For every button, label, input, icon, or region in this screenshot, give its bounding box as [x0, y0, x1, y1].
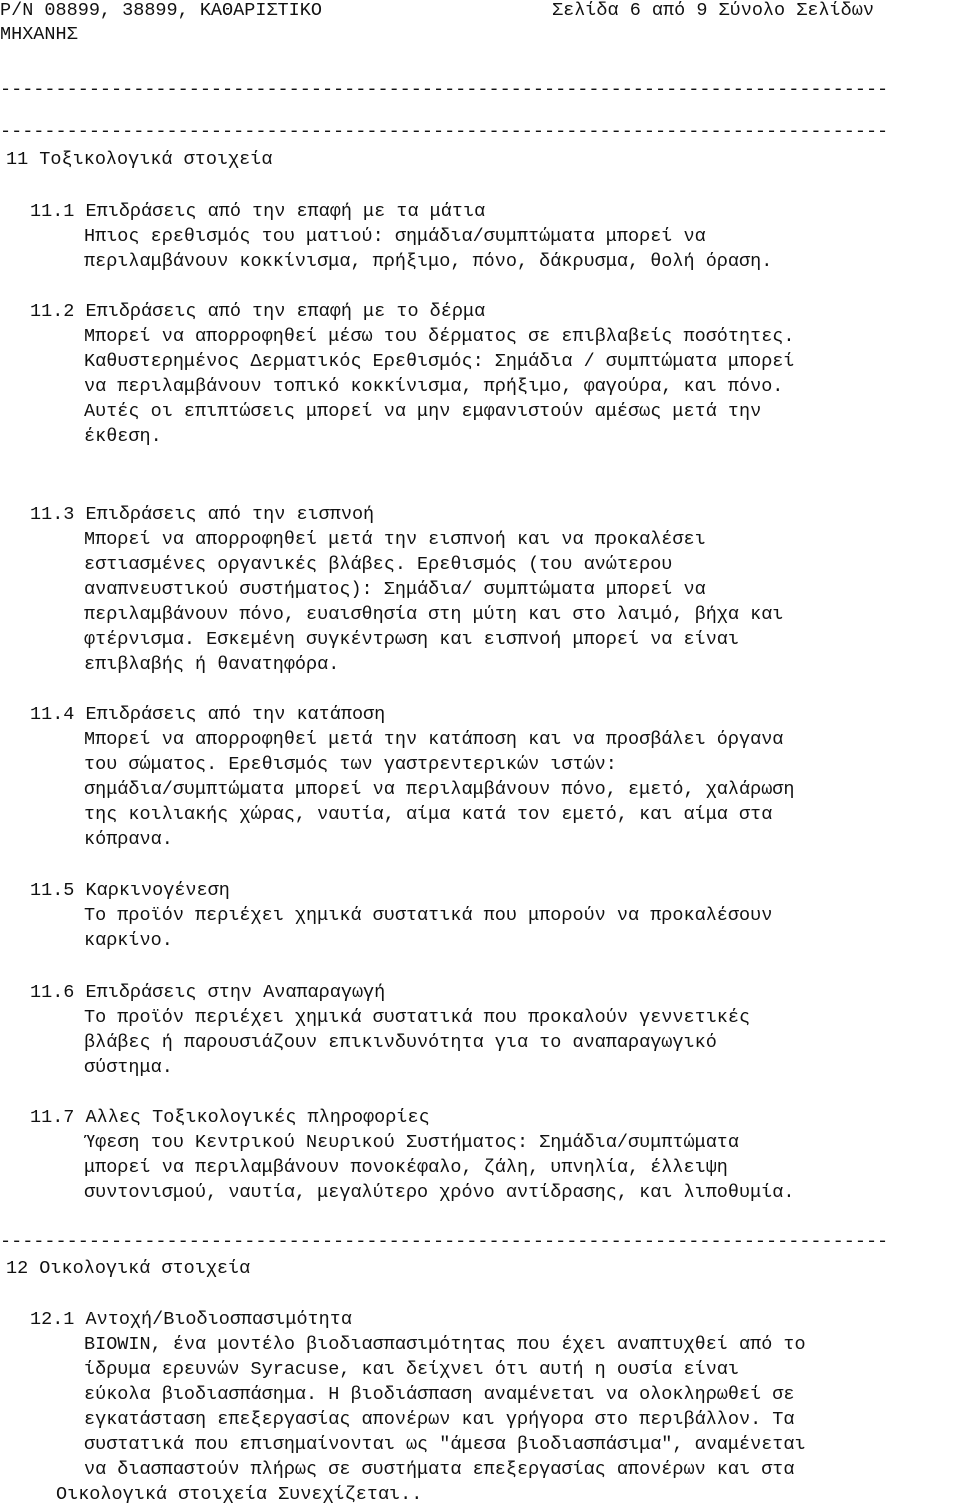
- section-11-3-line: φτέρνισμα. Εσκεμένη συγκέντρωση και εισπνοή μπορεί να είναι: [84, 629, 740, 650]
- section-11-5-line: Το προϊόν περιέχει χημικά συστατικά που μπορούν να προκαλέσουν: [84, 905, 773, 926]
- section-11-1-line: Ηπιος ερεθισμός του ματιού: σημάδια/συμπτώματα μπορεί να: [84, 226, 706, 247]
- section-12-1-line: να διασπαστούν πλήρως σε συστήματα επεξεργασίας απονέρων και στα: [84, 1459, 795, 1480]
- section-rule: --------------------------------------------------------------------------------: [0, 1232, 889, 1252]
- section-11-6-line: βλάβες ή παρουσιάζουν επικινδυνότητα για το αναπαραγωγικό: [84, 1032, 717, 1053]
- section-11-title: 11 Τοξικολογικά στοιχεία: [6, 149, 273, 170]
- section-11-7-line: συντονισμού, ναυτία, μεγαλύτερο χρόνο αντίδρασης, και λιποθυμία.: [84, 1182, 795, 1203]
- document-id-continued: ΜΗΧΑΝΗΣ: [0, 24, 78, 45]
- section-12-1-line: ίδρυμα ερευνών Syracuse, και δείχνει ότι αυτή η ουσία είναι: [84, 1359, 740, 1380]
- header-rule-1: --------------------------------------------------------------------------------: [0, 80, 889, 100]
- section-11-3-heading: 11.3 Επιδράσεις από την εισπνοή: [30, 504, 375, 525]
- section-11-3-line: αναπνευστικού συστήματος): Σημάδια/ συμπτώματα μπορεί να: [84, 579, 706, 600]
- section-11-4-heading: 11.4 Επιδράσεις από την κατάποση: [30, 704, 386, 725]
- section-11-2-line: να περιλαμβάνουν τοπικό κοκκίνισμα, πρήξιμο, φαγούρα, και πόνο.: [84, 376, 784, 397]
- section-11-6-line: σύστημα.: [84, 1057, 173, 1078]
- section-12-title: 12 Οικολογικά στοιχεία: [6, 1258, 251, 1279]
- section-11-6-heading: 11.6 Επιδράσεις στην Αναπαραγωγή: [30, 982, 386, 1003]
- section-11-4-line: της κοιλιακής χώρας, ναυτία, αίμα κατά τον εμετό, και αίμα στα: [84, 804, 773, 825]
- document-id: P/N 08899, 38899, ΚΑΘΑΡΙΣΤΙΚΟ: [0, 0, 322, 21]
- section-11-2-line: Μπορεί να απορροφηθεί μέσω του δέρματος σε επιβλαβείς ποσότητες.: [84, 326, 795, 347]
- section-11-7-line: Ύφεση του Κεντρικού Νευρικού Συστήματος: Σημάδια/συμπτώματα: [84, 1132, 740, 1153]
- section-11-1-heading: 11.1 Επιδράσεις από την επαφή με τα μάτια: [30, 201, 486, 222]
- section-11-3-line: περιλαμβάνουν πόνο, ευαισθησία στη μύτη και στο λαιμό, βήχα και: [84, 604, 784, 625]
- section-11-7-line: μπορεί να περιλαμβάνουν πονοκέφαλο, ζάλη, υπνηλία, έλλειψη: [84, 1157, 728, 1178]
- section-12-1-line: εγκατάσταση επεξεργασίας απονέρων και γρήγορα στο περιβάλλον. Τα: [84, 1409, 795, 1430]
- section-11-2-heading: 11.2 Επιδράσεις από την επαφή με το δέρμα: [30, 301, 486, 322]
- section-12-1-heading: 12.1 Αντοχή/Βιοδιοσπασιμότητα: [30, 1309, 352, 1330]
- section-11-2-line: Αυτές οι επιπτώσεις μπορεί να μην εμφανιστούν αμέσως μετά την: [84, 401, 762, 422]
- section-12-1-line: συστατικά που επισημαίνονται ως "άμεσα βιοδιασπάσιμα", αναμένεται: [84, 1434, 806, 1455]
- section-11-2-line: έκθεση.: [84, 426, 162, 447]
- section-11-5-line: καρκίνο.: [84, 930, 173, 951]
- header-rule-2: --------------------------------------------------------------------------------: [0, 122, 889, 142]
- section-11-4-line: σημάδια/συμπτώματα μπορεί να περιλαμβάνουν πόνο, εμετό, χαλάρωση: [84, 779, 795, 800]
- section-11-6-line: Το προϊόν περιέχει χημικά συστατικά που προκαλούν γεννετικές: [84, 1007, 751, 1028]
- section-11-1-line: περιλαμβάνουν κοκκίνισμα, πρήξιμο, πόνο, δάκρυσμα, θολή όραση.: [84, 251, 773, 272]
- continued-note: Οικολογικά στοιχεία Συνεχίζεται..: [56, 1484, 423, 1505]
- section-11-4-line: Μπορεί να απορροφηθεί μετά την κατάποση και να προσβάλει όργανα: [84, 729, 784, 750]
- section-11-3-line: εστιασμένες οργανικές βλάβες. Ερεθισμός (του ανώτερου: [84, 554, 673, 575]
- page-counter: Σελίδα 6 από 9 Σύνολο Σελίδων: [552, 0, 874, 21]
- section-11-5-heading: 11.5 Καρκινογένεση: [30, 880, 230, 901]
- section-11-3-line: επιβλαβής ή θανατηφόρα.: [84, 654, 340, 675]
- section-11-2-line: Καθυστερημένος Δερματικός Ερεθισμός: Σημάδια / συμπτώματα μπορεί: [84, 351, 795, 372]
- section-11-7-heading: 11.7 Αλλες Τοξικολογικές πληροφορίες: [30, 1107, 430, 1128]
- section-12-1-line: εύκολα βιοδιασπάσημα. Η βιοδιάσπαση αναμένεται να ολοκληρωθεί σε: [84, 1384, 795, 1405]
- section-12-1-line: BIOWIN, ένα μοντέλο βιοδιασπασιμότητας που έχει αναπτυχθεί από το: [84, 1334, 806, 1355]
- section-11-4-line: του σώματος. Ερεθισμός των γαστρεντερικών ιστών:: [84, 754, 617, 775]
- section-11-4-line: κόπρανα.: [84, 829, 173, 850]
- section-11-3-line: Μπορεί να απορροφηθεί μετά την εισπνοή και να προκαλέσει: [84, 529, 706, 550]
